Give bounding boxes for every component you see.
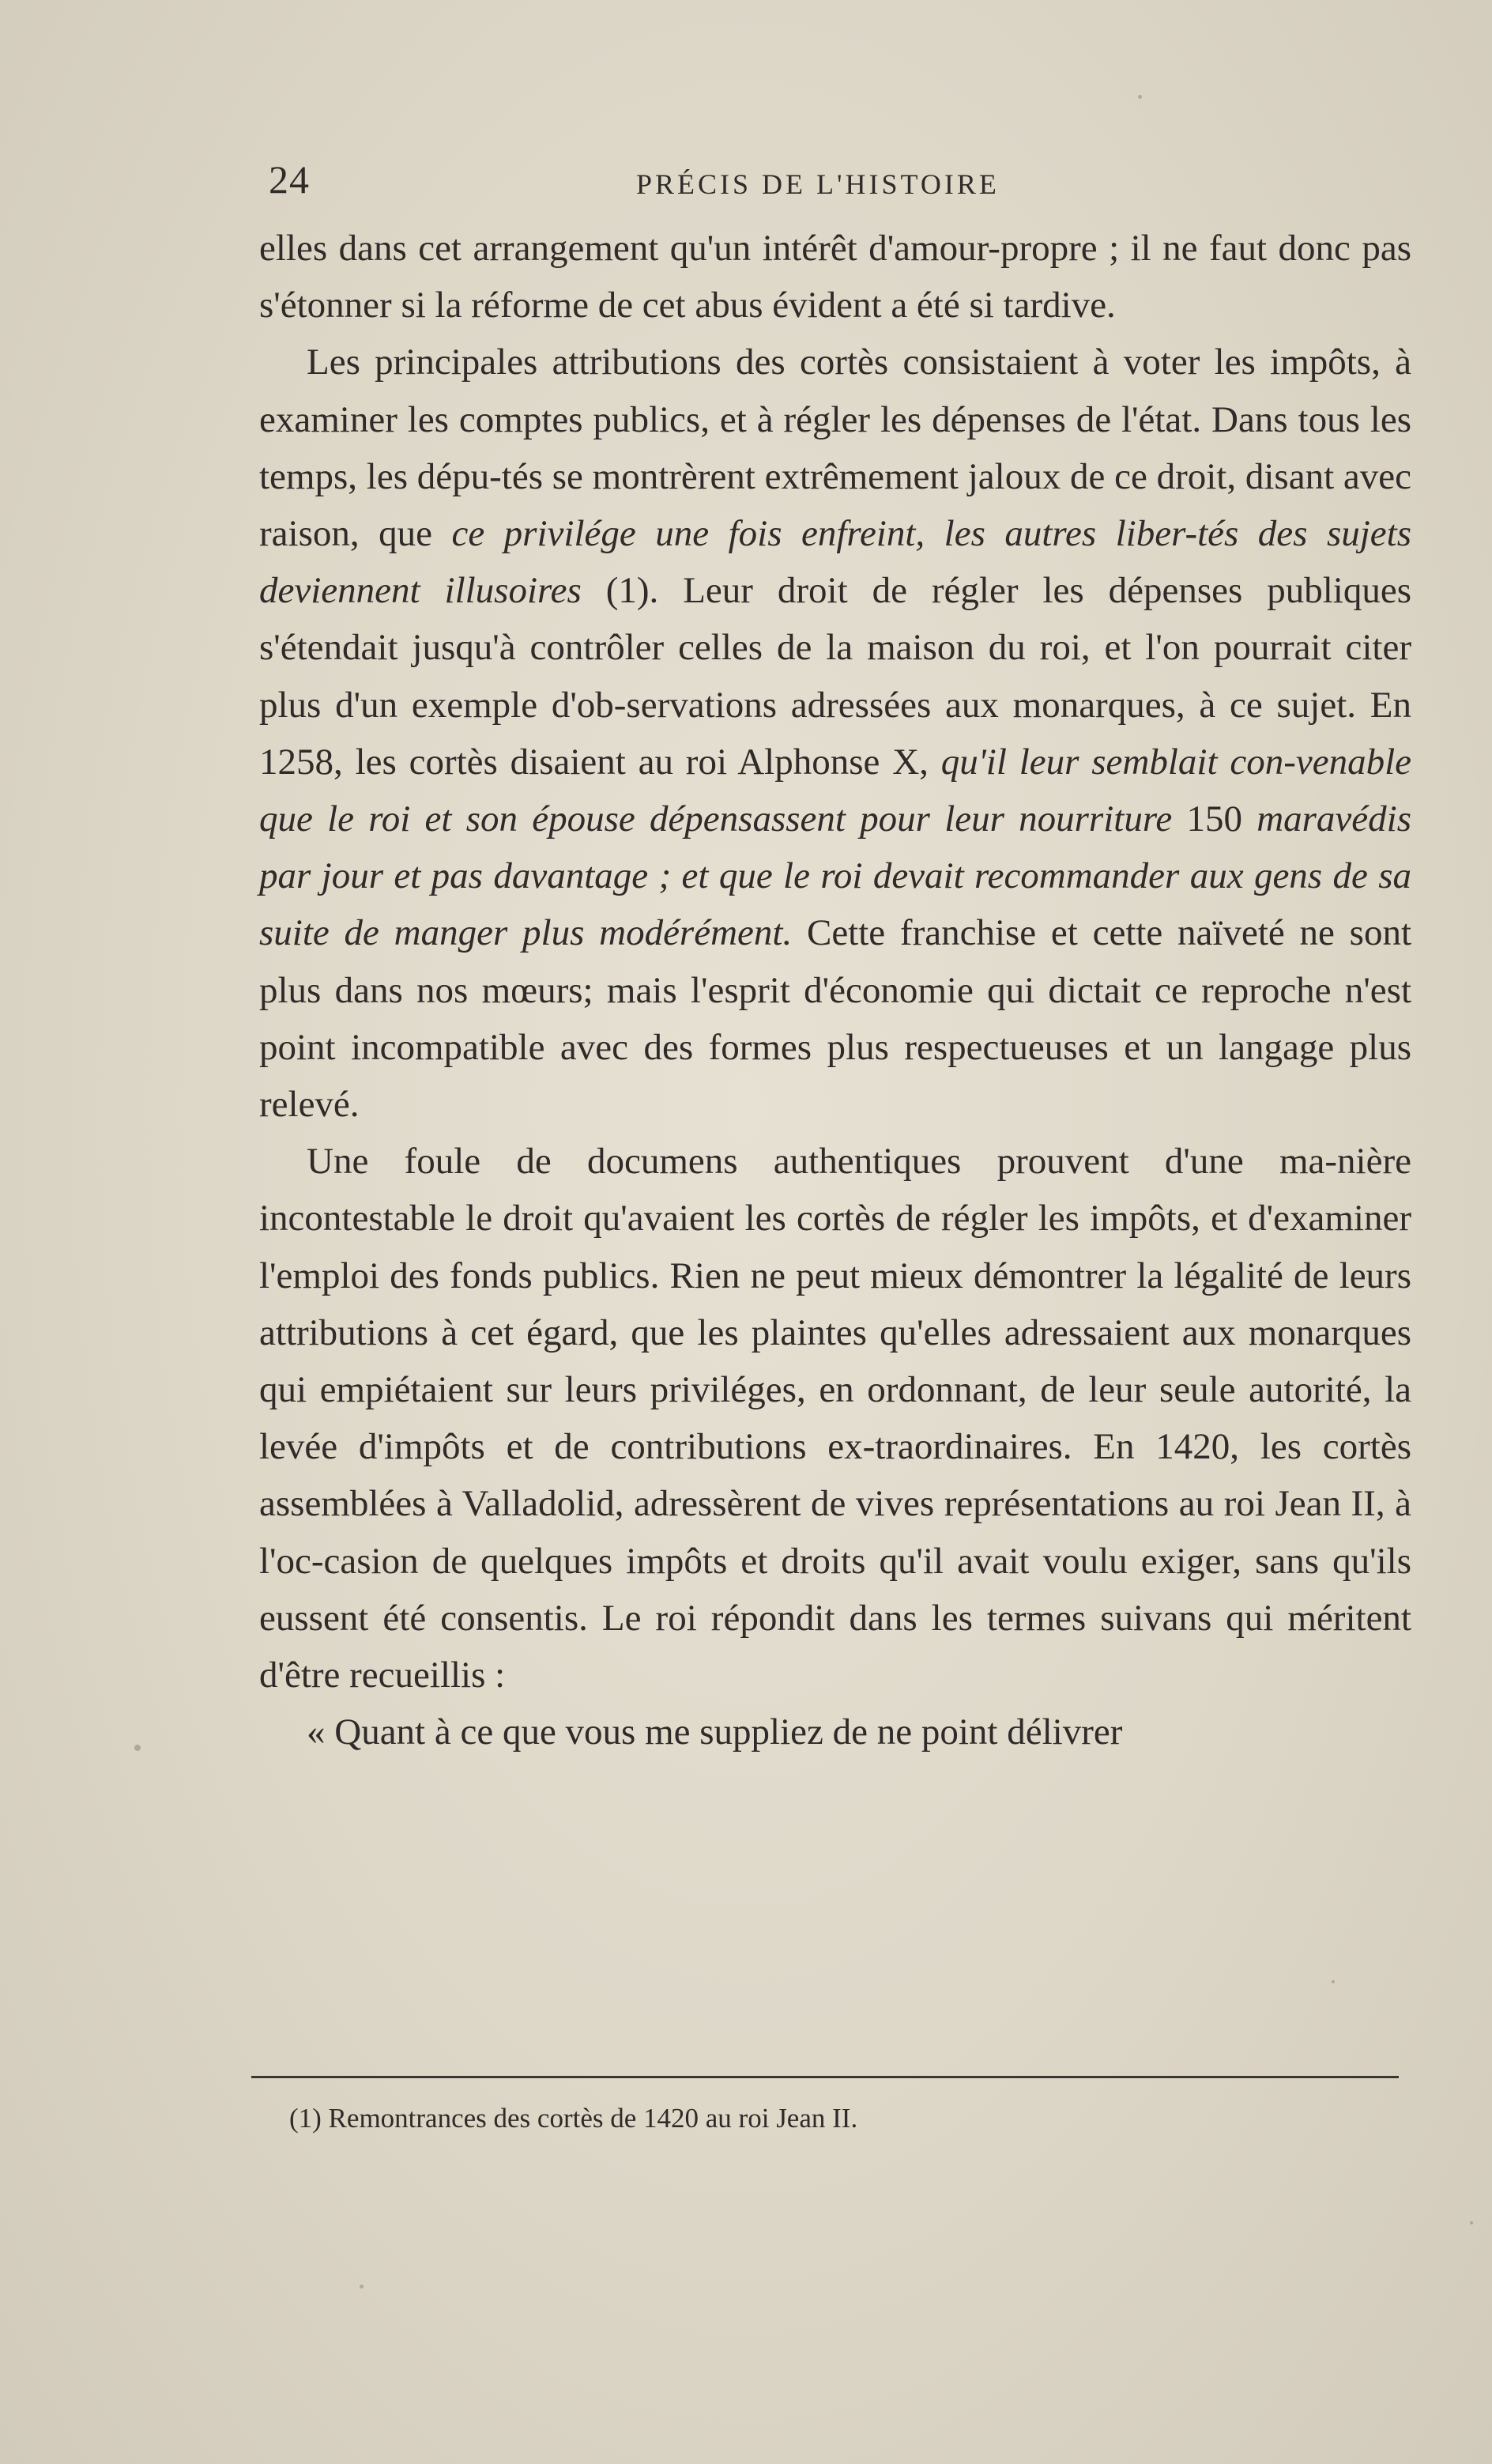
paragraph-2-part-e: 150	[1172, 798, 1257, 840]
paragraph-2-part-g: Cette franchise et cette naïveté ne sont plus dans nos mœurs; mais l'esprit d'économie qui dictait ce reproche n'est point incompatible avec des formes plus respectueuses et un langage plus relevé.	[259, 912, 1411, 1126]
main-text	[259, 220, 1411, 1760]
paper-speck	[360, 2285, 364, 2289]
paragraph-2-quote-3: maravédis par jour et pas davantage ; et que le roi devait recommander aux gens de sa suite de manger plus modérément.	[259, 798, 1411, 954]
paragraph-4: « Quant à ce que vous me suppliez de ne point délivrer	[307, 1711, 1123, 1753]
paragraph-2-part-c: (1). Leur droit de régler les dépenses publiques s'étendait jusqu'à contrôler celles de la maison du roi, et l'on pourrait citer plus d'un exemple d'ob-servations adressées aux monarques, à ce sujet. En 1258, les cortès disaient au roi Alphonse X,	[259, 570, 1411, 783]
paragraph-1: elles dans cet arrangement qu'un intérêt d'amour-propre ; il ne faut donc pas s'étonner si la réforme de cet abus évident a été si tardive.	[259, 228, 1411, 326]
footnote: (1) Remontrances des cortès de 1420 au roi Jean II.	[289, 2103, 858, 2134]
paragraph-2-part-a: Les principales attributions des cortès consistaient à voter les impôts, à examiner les comptes publics, et à régler les dépenses de l'état. Dans tous les temps, les dépu-tés se montrèrent extrêmement jaloux de ce droit, disant avec raison, que	[259, 341, 1411, 555]
paper-speck	[1138, 95, 1142, 99]
paragraph-2-quote-2: qu'il leur semblait con-venable que le roi et son épouse dépensassent pour leur nourriture	[259, 741, 1411, 840]
paper-speck	[134, 1745, 141, 1751]
paper-speck	[1332, 1980, 1335, 1983]
paragraph-2	[259, 334, 1411, 1133]
footnote-rule	[251, 2076, 1399, 2078]
page-header	[261, 157, 1415, 212]
paragraph-2-quote-1: ce privilége une fois enfreint, les autres liber-tés des sujets deviennent illusoires	[259, 513, 1411, 612]
paper-speck	[1470, 2221, 1473, 2224]
running-title: PRÉCIS DE L'HISTOIRE	[636, 168, 1000, 200]
paragraph-3: Une foule de documens authentiques prouvent d'une ma-nière incontestable le droit qu'avaient les cortès de régler les impôts, et d'examiner l'emploi des fonds publics. Rien ne peut mieux démontrer la légalité de leurs attributions à cet égard, que les plaintes qu'elles adressaient aux monarques qui empiétaient sur leurs priviléges, en ordonnant, de leur seule autorité, la levée d'impôts et de contributions ex-traordinaires. En 1420, les cortès assemblées à Valladolid, adressèrent de vives représentations au roi Jean II, à l'oc-casion de quelques impôts et droits qu'il avait voulu exiger, sans qu'ils eussent été consentis. Le roi répondit dans les termes suivans qui méritent d'être recueillis :	[259, 1141, 1411, 1696]
page-number: 24	[269, 157, 310, 202]
